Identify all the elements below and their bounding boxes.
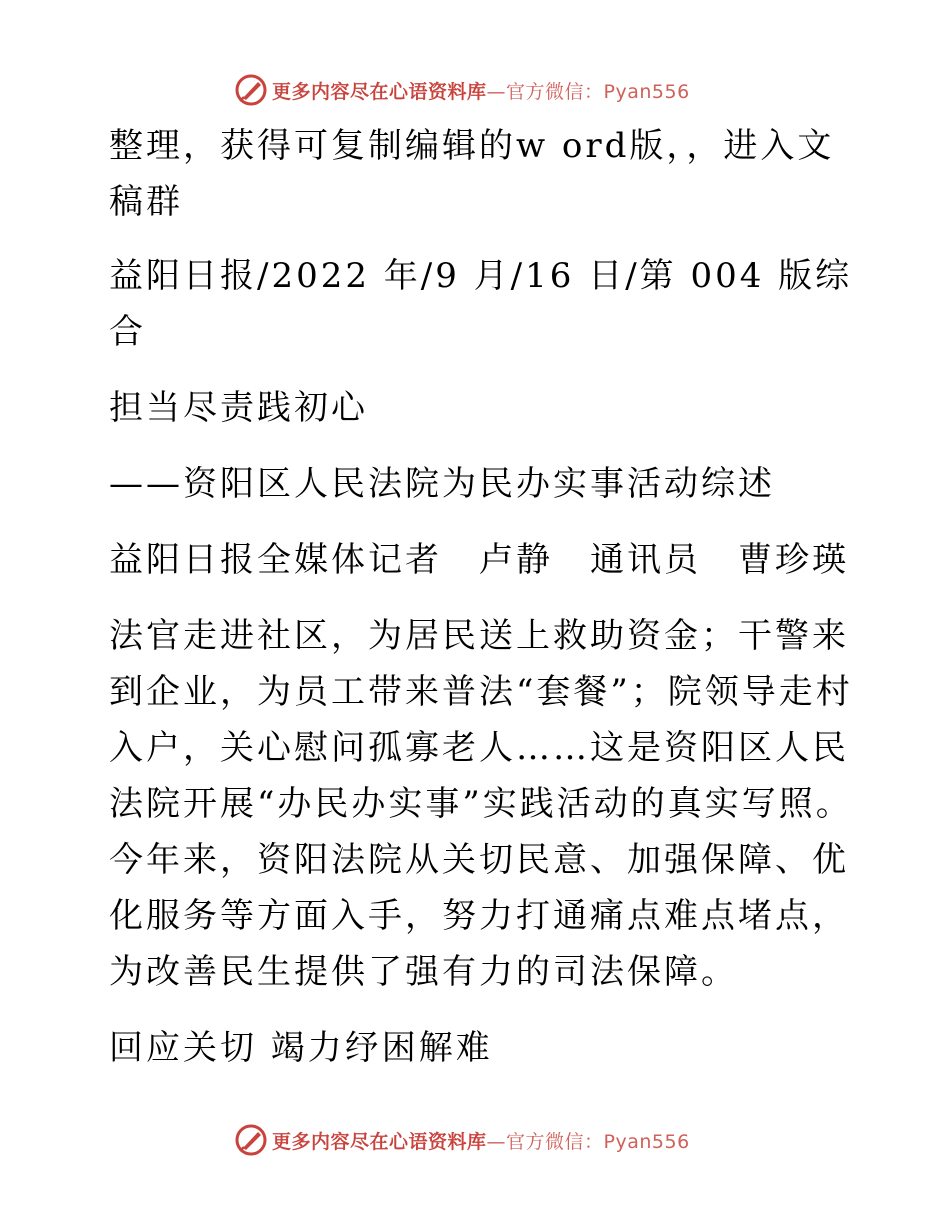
intro-text: 整理，获得可复制编辑的w ord版，，进入文稿群 xyxy=(109,126,835,222)
article-headline: 担当尽责践初心 xyxy=(109,388,368,428)
watermark-contact-text: —官方微信：Pyan556 xyxy=(486,1130,690,1153)
document-body xyxy=(97,118,857,1076)
quill-logo-icon xyxy=(234,73,268,107)
section-heading: 回应关切 竭力纾困解难 xyxy=(109,1028,493,1068)
article-byline: 益阳日报全媒体记者 卢静 通讯员 曹珍瑛 xyxy=(109,540,849,580)
watermark-main-text: 更多内容尽在心语资料库 xyxy=(272,80,487,103)
quill-logo-icon xyxy=(234,1123,268,1157)
watermark-header xyxy=(234,72,714,108)
watermark-contact-text: —官方微信：Pyan556 xyxy=(486,80,690,103)
dateline: 益阳日报/2022 年/9 月/16 日/第 004 版综合 xyxy=(109,256,853,352)
article-subheadline: ——资阳区人民法院为民办实事活动综述 xyxy=(109,464,775,504)
article-paragraph: 法官走进社区，为居民送上救助资金；干警来到企业，为员工带来普法“套餐”；院领导走村入户，关心慰问孤寡老人……这是资阳区人民法院开展“办民办实事”实践活动的真实写照。今年来，资阳法院从关切民意、加强保障、优化服务等方面入手，努力打通痛点难点堵点，为改善民生提供了强有力的司法保障。 xyxy=(109,616,853,992)
watermark-footer xyxy=(234,1122,714,1158)
watermark-main-text: 更多内容尽在心语资料库 xyxy=(272,1130,487,1153)
